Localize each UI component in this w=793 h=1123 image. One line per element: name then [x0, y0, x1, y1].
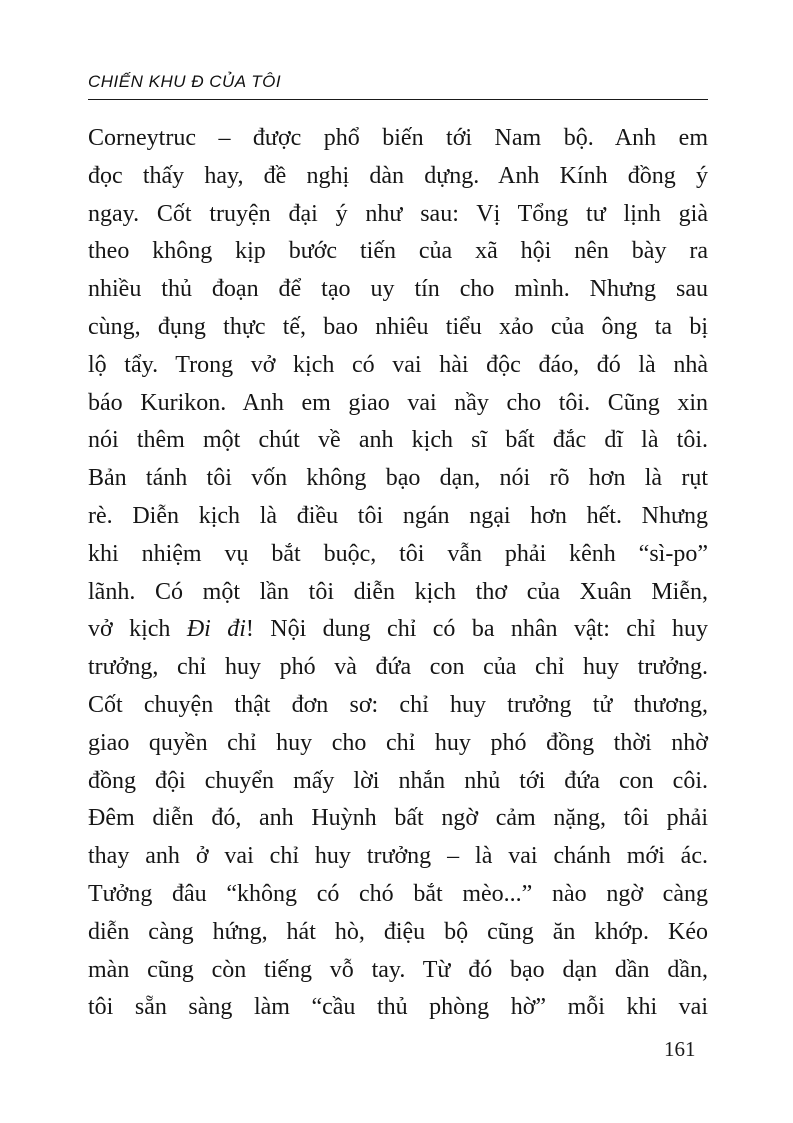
text-line: Tưởng đâu “không có chó bắt mèo...” nào ngờ càng	[88, 880, 708, 907]
text-line: đồng đội chuyển mấy lời nhắn nhủ tới đứa con côi.	[88, 767, 708, 794]
text-line: khi nhiệm vụ bắt buộc, tôi vẫn phải kênh “sì-po”	[88, 540, 708, 567]
text-line: Cốt chuyện thật đơn sơ: chỉ huy trưởng tử thương,	[88, 691, 708, 718]
text-line: Đêm diễn đó, anh Huỳnh bất ngờ cảm nặng, tôi phải	[88, 805, 708, 832]
text-line: nói thêm một chút về anh kịch sĩ bất đắc dĩ là tôi.	[88, 427, 708, 454]
text-line: Corneytruc – được phổ biến tới Nam bộ. Anh em	[88, 125, 708, 151]
text-line: giao quyền chỉ huy cho chỉ huy phó đồng thời nhờ	[88, 729, 708, 756]
text-line: báo Kurikon. Anh em giao vai nầy cho tôi. Cũng xin	[88, 389, 708, 416]
play-title: Đi đi	[186, 616, 246, 643]
text-line: lãnh. Có một lần tôi diễn kịch thơ của Xuân Miễn,	[88, 578, 708, 605]
text-line: nhiều thủ đoạn để tạo uy tín cho mình. Nhưng sau	[88, 276, 708, 303]
text-line: lộ tẩy. Trong vở kịch có vai hài độc đáo, đó là nhà	[88, 351, 708, 378]
page-number: 161	[664, 1037, 696, 1061]
text-line	[88, 611, 708, 649]
text-line: tôi sẵn sàng làm “cầu thủ phòng hờ” mỗi khi vai	[88, 994, 708, 1021]
text-line: diễn càng hứng, hát hò, điệu bộ cũng ăn khớp. Kéo	[88, 918, 708, 945]
body-text	[88, 120, 708, 1027]
line-rest: ! Nội dung chỉ có ba nhân vật: chỉ huy	[245, 616, 709, 643]
header-rule	[88, 99, 708, 100]
text-line: trưởng, chỉ huy phó và đứa con của chỉ huy trưởng.	[88, 654, 708, 681]
text-line: rè. Diễn kịch là điều tôi ngán ngại hơn hết. Nhưng	[88, 502, 708, 529]
text-line: Bản tánh tôi vốn không bạo dạn, nói rõ hơn là rụt	[88, 465, 708, 492]
text-line: đọc thấy hay, đề nghị dàn dựng. Anh Kính đồng ý	[88, 162, 708, 189]
line-start: vở kịch	[88, 616, 187, 643]
running-head: CHIẾN KHU Đ CỦA TÔI	[88, 72, 282, 91]
text-line: ngay. Cốt truyện đại ý như sau: Vị Tổng tư lịnh già	[88, 200, 708, 227]
text-line: màn cũng còn tiếng vỗ tay. Từ đó bạo dạn dần dần,	[88, 956, 708, 983]
text-line: thay anh ở vai chỉ huy trưởng – là vai chánh mới ác.	[88, 843, 708, 870]
text-line: theo không kịp bước tiến của xã hội nên bày ra	[88, 238, 708, 265]
text-line: cùng, đụng thực tế, bao nhiêu tiểu xảo của ông ta bị	[88, 313, 708, 340]
